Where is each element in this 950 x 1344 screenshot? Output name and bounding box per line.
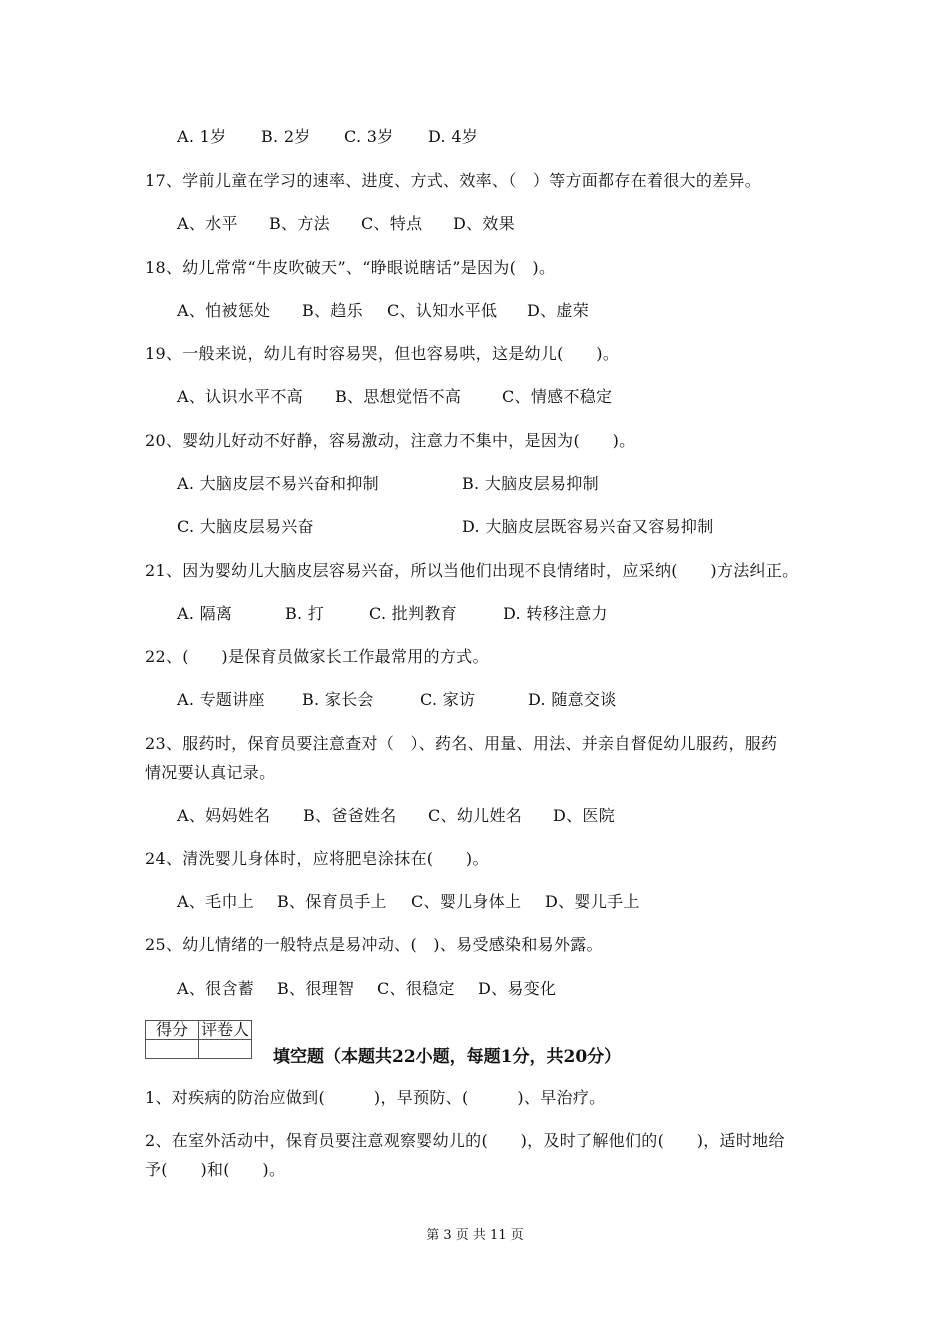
option: D、效果	[453, 214, 516, 233]
option: D、虚荣	[527, 301, 590, 320]
option: D. 4岁	[428, 127, 479, 146]
option: C、幼儿姓名	[428, 806, 523, 825]
grader-cell[interactable]	[199, 1040, 252, 1059]
score-cell[interactable]	[146, 1040, 199, 1059]
option: C. 3岁	[344, 127, 394, 146]
question-text: 18、幼儿常常“牛皮吹破天”、“睁眼说瞎话”是因为( )。	[145, 258, 556, 277]
option: B、方法	[269, 214, 330, 233]
question-text: 25、幼儿情绪的一般特点是易冲动、( )、易受感染和易外露。	[145, 935, 603, 954]
section-title: 填空题（本题共22小题，每题1分，共20分）	[273, 1047, 622, 1067]
option: C. 家访	[420, 690, 476, 709]
option: B. 打	[285, 604, 325, 623]
option: A. 大脑皮层不易兴奋和抑制	[177, 474, 379, 493]
question-text: 22、( )是保育员做家长工作最常用的方式。	[145, 647, 489, 666]
question-text: 19、一般来说，幼儿有时容易哭，但也容易哄，这是幼儿( )。	[145, 344, 620, 363]
option: A. 1岁	[177, 127, 227, 146]
question-text: 24、清洗婴儿身体时，应将肥皂涂抹在( )。	[145, 849, 489, 868]
option: A、妈妈姓名	[177, 806, 271, 825]
option: C. 大脑皮层易兴奋	[177, 517, 314, 536]
option: A、毛巾上	[177, 892, 255, 911]
question-text: 17、学前儿童在学习的速率、进度、方式、效率、（ ）等方面都存在着很大的差异。	[145, 171, 762, 190]
score-label: 得分	[146, 1021, 199, 1040]
option: D. 随意交谈	[528, 690, 617, 709]
option: B. 大脑皮层易抑制	[462, 474, 599, 493]
option: D. 转移注意力	[503, 604, 608, 623]
page-footer: 第 3 页 共 11 页	[426, 1228, 524, 1243]
option: C、情感不稳定	[502, 387, 613, 406]
score-table	[145, 1020, 252, 1059]
option: A、水平	[177, 214, 238, 233]
fill-question-text: 2、在室外活动中，保育员要注意观察婴幼儿的( )，及时了解他们的( )，适时地给	[145, 1131, 785, 1150]
grader-label: 评卷人	[199, 1021, 252, 1040]
option: B、爸爸姓名	[303, 806, 397, 825]
fill-question-text-continued: 予( )和( )。	[145, 1160, 286, 1179]
question-text: 21、因为婴幼儿大脑皮层容易兴奋，所以当他们出现不良情绪时，应采纳( )方法纠正。	[145, 561, 799, 580]
question-text: 20、婴幼儿好动不好静，容易激动，注意力不集中，是因为( )。	[145, 431, 636, 450]
option: D. 大脑皮层既容易兴奋又容易抑制	[462, 517, 714, 536]
option: A、认识水平不高	[177, 387, 303, 406]
option: C、很稳定	[377, 979, 455, 998]
option: D、婴儿手上	[545, 892, 640, 911]
option: C. 批判教育	[369, 604, 457, 623]
option: B、保育员手上	[277, 892, 387, 911]
fill-question-text: 1、对疾病的防治应做到( )，早预防、( )、早治疗。	[145, 1088, 606, 1107]
option: A. 专题讲座	[177, 690, 265, 709]
option: B、思想觉悟不高	[335, 387, 462, 406]
option: A. 隔离	[177, 604, 233, 623]
option: C、婴儿身体上	[411, 892, 522, 911]
option: D、易变化	[478, 979, 557, 998]
option: B、很理智	[277, 979, 355, 998]
option: B. 家长会	[302, 690, 374, 709]
question-text-continued: 情况要认真记录。	[145, 763, 276, 782]
option: A、很含蓄	[177, 979, 255, 998]
option: D、医院	[553, 806, 616, 825]
option: A、怕被惩处	[177, 301, 271, 320]
option: C、特点	[361, 214, 423, 233]
option: B、趋乐	[302, 301, 363, 320]
option: B. 2岁	[261, 127, 311, 146]
option: C、认知水平低	[387, 301, 498, 320]
question-text: 23、服药时，保育员要注意查对（ ）、药名、用量、用法、并亲自督促幼儿服药，服药	[145, 734, 778, 753]
